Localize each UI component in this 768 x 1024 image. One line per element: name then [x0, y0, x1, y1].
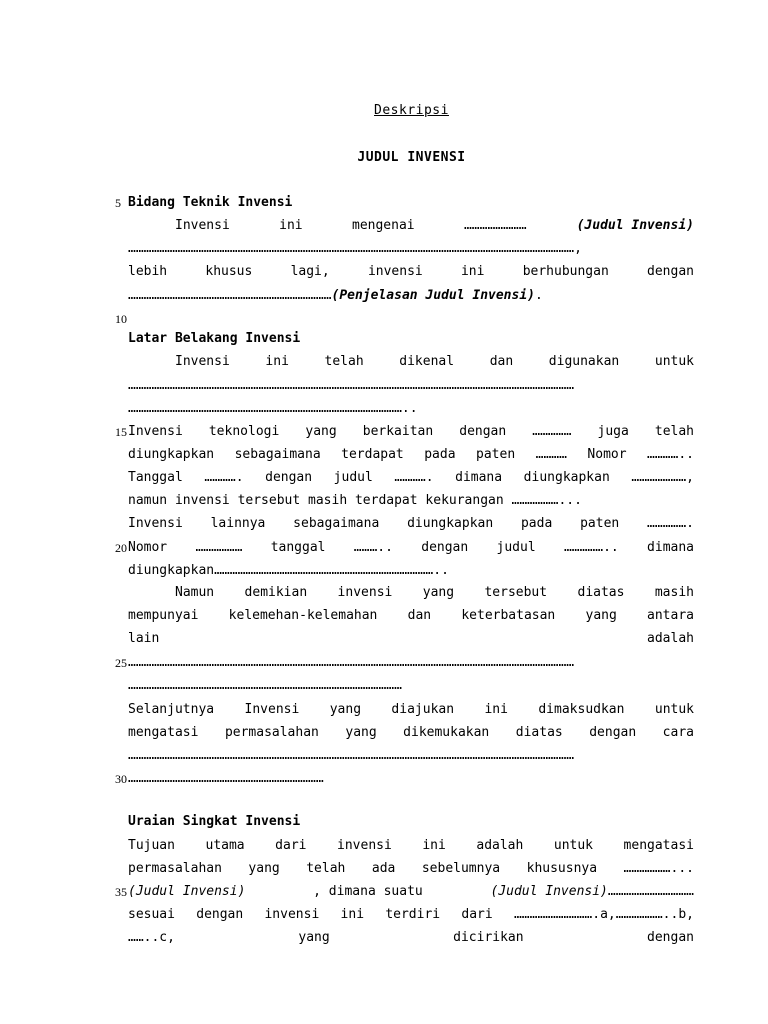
section-heading-bidang: Bidang Teknik Invensi — [128, 195, 293, 210]
paragraph-line: Invensi lainnya sebagaimana diungkapkan pada paten ……………. — [128, 516, 694, 531]
text-span: Invensi ini mengenai …………………… — [175, 218, 527, 233]
placeholder-judul-invensi: (Judul Invensi) — [576, 218, 694, 233]
line-number-25: 25 — [115, 656, 127, 670]
paragraph-line: Nomor ……………… tanggal ……….. dengan judul …………….. dimana — [128, 540, 694, 555]
paragraph-line — [128, 631, 694, 647]
paragraph-line: diungkapkan sebagaimana terdapat pada paten ………… Nomor ………….. — [128, 447, 694, 462]
dotted-line: ……………………………………………………………………………………………………………………………………………………… — [128, 378, 575, 393]
text-span: , dimana suatu — [313, 884, 423, 899]
line-number-10: 10 — [115, 312, 127, 326]
dotted-line: ………………………………………………………………… — [128, 771, 324, 786]
paragraph-line: Tujuan utama dari invensi ini adalah untuk mengatasi — [128, 838, 694, 853]
paragraph-line: Namun demikian invensi yang tersebut diatas masih — [175, 585, 694, 600]
paragraph-line — [128, 884, 694, 900]
paragraph-line: Invensi teknologi yang berkaitan dengan …………… juga telah — [128, 424, 694, 439]
line-number-5: 5 — [115, 196, 121, 210]
line-number-15: 15 — [115, 425, 127, 439]
paragraph-line — [128, 218, 694, 234]
line-number-30: 30 — [115, 772, 127, 786]
paragraph-line: Tanggal …………. dengan judul …………. dimana diungkapkan …………………, — [128, 470, 694, 485]
paragraph-line: mengatasi permasalahan yang dikemukakan diatas dengan cara — [128, 725, 694, 740]
dotted-span: …………………………… — [607, 884, 694, 899]
placeholder-judul-invensi: (Judul Invensi) — [128, 884, 246, 899]
paragraph-line: lebih khusus lagi, invensi ini berhubungan dengan — [128, 264, 694, 279]
dotted-line: …………………………………………………………………………………………… — [128, 678, 402, 693]
paragraph-line: sesuai dengan invensi ini terdiri dari ………………………….a,………………..b, — [128, 907, 694, 922]
dotted-line: ……………………………………………………………………………………………………………………………………………………… — [128, 655, 575, 670]
text-span — [490, 884, 694, 900]
paragraph-line: mempunyai kelemehan-kelemahan dan keterbatasan yang antara — [128, 608, 694, 623]
paragraph-line: diungkapkan………………………………………………………………………….. — [128, 563, 449, 578]
dotted-span: …………………………………………………………………… — [128, 288, 332, 303]
line-number-35: 35 — [115, 885, 127, 899]
paragraph-line: Selanjutnya Invensi yang diajukan ini dimaksudkan untuk — [128, 702, 694, 717]
paragraph-line: Invensi ini telah dikenal dan digunakan untuk — [175, 354, 694, 369]
paragraph-line: ……..c, yang dicirikan dengan — [128, 930, 694, 945]
dotted-line: ………………………………………………………………………………………………………………………………………………………, — [128, 241, 582, 256]
text-span: lain — [128, 631, 160, 646]
section-heading-latar: Latar Belakang Invensi — [128, 331, 301, 346]
text-span: . — [535, 288, 543, 303]
section-heading-uraian: Uraian Singkat Invensi — [128, 814, 301, 829]
paragraph-line: namun invensi tersebut masih terdapat kekurangan ………………... — [128, 493, 582, 508]
paragraph-line: permasalahan yang telah ada sebelumnya khususnya ………………... — [128, 861, 694, 876]
text-span: adalah — [647, 631, 694, 646]
paragraph-line — [128, 288, 694, 304]
line-number-20: 20 — [115, 541, 127, 555]
invention-title-heading: JUDUL INVENSI — [357, 150, 466, 165]
placeholder-penjelasan-judul: (Penjelasan Judul Invensi) — [331, 288, 535, 303]
placeholder-judul-invensi: (Judul Invensi) — [490, 884, 608, 899]
document-title: Deskripsi — [374, 103, 449, 118]
dotted-line: ……………………………………………………………………………………………………………………………………………………… — [128, 748, 575, 763]
dotted-line: …………………………………………………………………………………………….. — [128, 401, 418, 416]
